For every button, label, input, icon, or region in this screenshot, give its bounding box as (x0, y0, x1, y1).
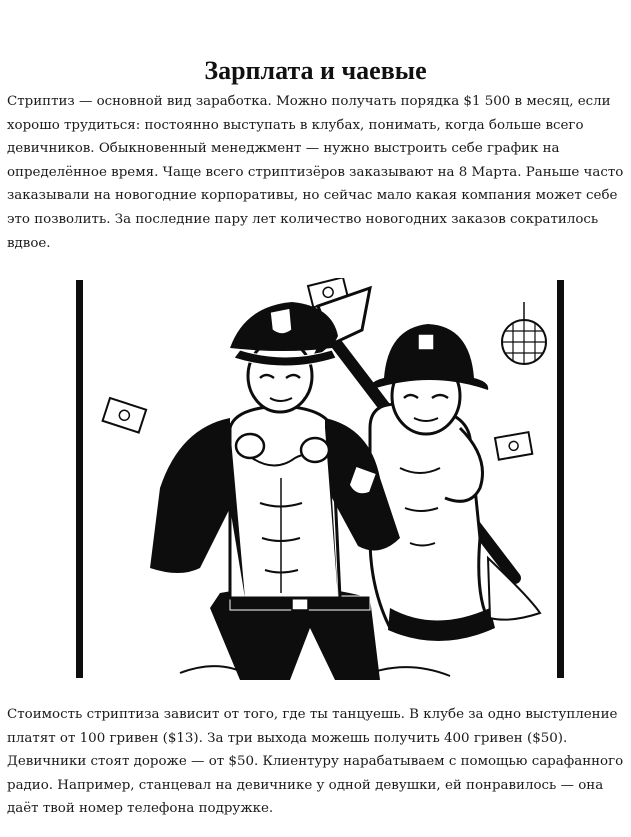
banknote-icon (103, 398, 147, 433)
frame-left-bar (76, 280, 83, 678)
illustration-image (70, 278, 570, 680)
article-paragraph: Стриптиз — основной вид заработка. Можно получать порядка $1 500 в месяц, если хорошо трудиться: постоянно выступать в клубах, понимать, когда больше всего девичников. Обыкновенный менеджмент — нужно выстроить себе график на определённое время. Чаще всего стриптизёров заказывают на 8 Марта. Раньше часто заказывали на новогодние корпоративы, но сейчас мало какая компания может себе это позволить. За последние пару лет количество новогодних заказов сократилось вдвое. (7, 94, 624, 251)
banknote-icon (495, 432, 532, 460)
frame-right-bar (557, 280, 564, 678)
article-title: Зарплата и чаевые (204, 56, 427, 86)
policeman-figure (150, 302, 400, 680)
article-paragraph: Стоимость стриптиза зависит от того, где ты танцуешь. В клубе за одно выступление платят от 100 гривен ($13). За три выхода можешь получить 400 гривен ($50). Девичники стоят дороже — от $50. Клиентуру нарабатываем с помощью сарафанного радио. Например, станцевал на девичнике у одной девушки, ей понравилось — она даёт твой номер телефона подружке. (7, 707, 624, 817)
disco-ball-icon (502, 302, 546, 364)
